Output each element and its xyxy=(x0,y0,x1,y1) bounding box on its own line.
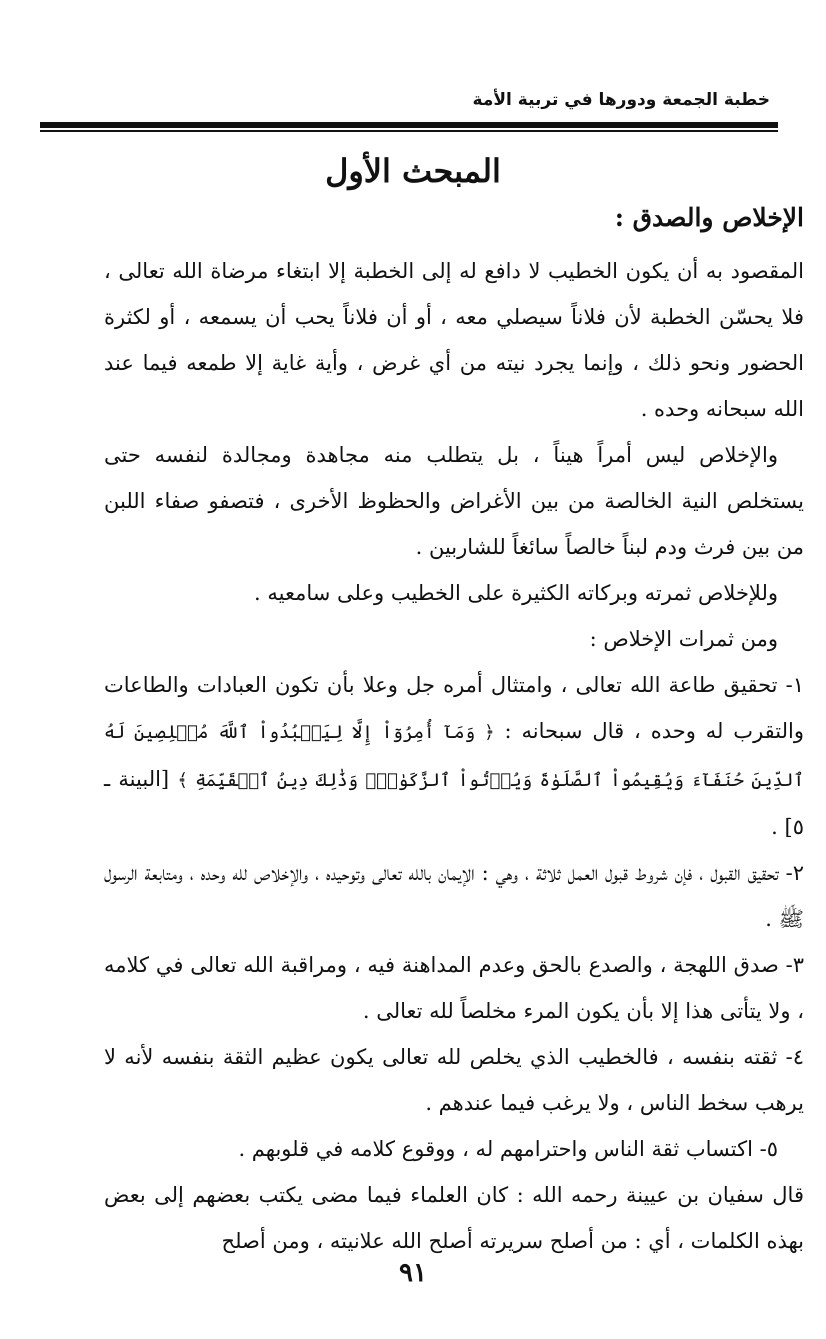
page-number: ٩١ xyxy=(399,1258,427,1288)
paragraph-fruits-intro: ومن ثمرات الإخلاص : xyxy=(589,627,778,651)
fruit-item-4: ٤- ثقته بنفسه ، فالخطيب الذي يخلص لله تعالى يكون عظيم الثقة بنفسه لأنه لا يرهب سخط الناس ، ولا يرغب فيما عندهم . xyxy=(104,1045,804,1115)
header-rule-thin xyxy=(40,130,778,132)
body-text xyxy=(104,248,804,1264)
fruit-item-2: ٢- تحقيق القبول ، فإن شروط قبول العمل ثلاثة ، وهي : الإيمان بالله تعالى وتوحيده ، والإخلاص لله وحده ، ومتابعة الرسول ﷺ . xyxy=(104,861,804,931)
paragraph-blessings: وللإخلاص ثمرته وبركاته الكثيرة على الخطيب وعلى سامعيه . xyxy=(254,581,778,605)
fruit-item-3: ٣- صدق اللهجة ، والصدع بالحق وعدم المداهنة فيه ، ومراقبة الله تعالى في كلامه ، ولا يتأتى هذا إلا بأن يكون المرء مخلصاً لله تعالى . xyxy=(104,953,804,1023)
fruit-item-5: ٥- اكتساب ثقة الناس واحترامهم له ، ووقوع كلامه في قلوبهم . xyxy=(238,1137,778,1161)
paragraph-effort: والإخلاص ليس أمراً هيناً ، بل يتطلب منه مجاهدة ومجالدة لنفسه حتى يستخلص النية الخالصة من بين الأغراض والحظوظ الأخرى ، فتصفو صفاء اللبن من بين فرث ودم لبناً خالصاً سائغاً للشاربين . xyxy=(104,443,804,559)
running-header: خطبة الجمعة ودورها في تربية الأمة xyxy=(472,90,770,110)
fruit-item-1-text: ١- تحقيق طاعة الله تعالى ، وامتثال أمره جل وعلا بأن تكون العبادات والطاعات والتقرب له وحده ، قال سبحانه : xyxy=(104,673,805,743)
header-rule-thick xyxy=(40,122,778,128)
quran-reference: [البينة ـ ٥] . xyxy=(104,767,804,839)
closing-paragraph: قال سفيان بن عيينة رحمه الله : كان العلماء فيما مضى يكتب بعضهم إلى بعض بهذه الكلمات ، أي : من أصلح سريرته أصلح الله علانيته ، ومن أصلح xyxy=(104,1183,804,1253)
chapter-title: المبحث الأول xyxy=(325,152,501,190)
quran-verse: ﴿ وَمَآ أُمِرُوٓاْ إِلَّا لِيَعۡبُدُواْ ٱللَّهَ مُخۡلِصِينَ لَهُ ٱلدِّينَ حُنَفَآءَ وَيُقِيمُواْ ٱلصَّلَوٰةَ وَيُؤۡتُواْ ٱلزَّكَوٰةَۚ وَذَٰلِكَ دِينُ ٱلۡقَيِّمَةِ ﴾ xyxy=(104,722,804,791)
fruit-item-1 xyxy=(104,662,804,850)
paragraph-definition: المقصود به أن يكون الخطيب لا دافع له إلى الخطبة إلا ابتغاء مرضاة الله تعالى ، فلا يحسّن الخطبة لأن فلاناً سيصلي معه ، أو أن فلاناً يحب أن يسمعه ، أو لكثرة الحضور ونحو ذلك ، وإنما يجرد نيته من أي غرض ، وأية غاية إلا طمعه فيما عند الله سبحانه وحده . xyxy=(104,259,804,421)
section-title: الإخلاص والصدق : xyxy=(614,203,804,232)
